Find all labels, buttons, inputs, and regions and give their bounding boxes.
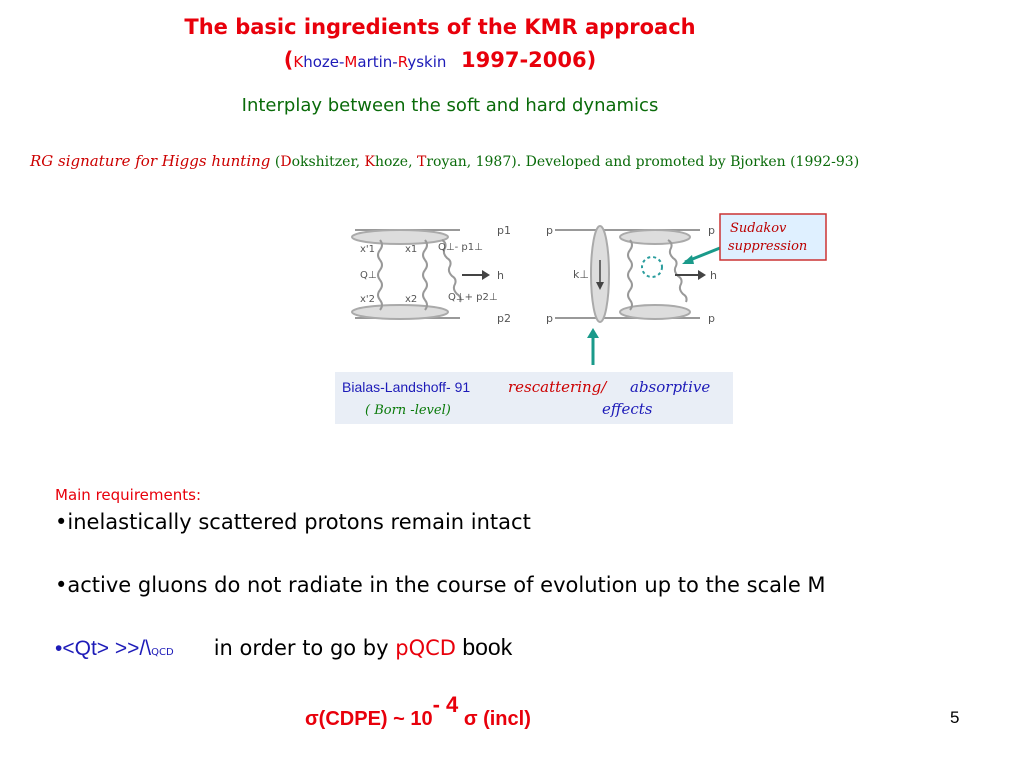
pqcd-label: pQCD <box>395 636 456 660</box>
bullet-gluons-no-radiation: •active gluons do not radiate in the course of evolution up to the scale M <box>55 573 826 597</box>
caption-rescattering: rescattering/ <box>508 378 607 396</box>
bullet-dot: • <box>55 637 63 660</box>
slide-title-authors <box>0 48 880 72</box>
label-p-bottom-left: p <box>546 312 553 325</box>
initial-k: K <box>364 154 375 170</box>
label-p1-left: p1 <box>497 224 511 237</box>
label-p2-left: p2 <box>497 312 511 325</box>
cross-section-formula <box>305 692 531 731</box>
label-x2prime: x'2 <box>360 294 376 305</box>
paren-open: ( <box>283 48 294 72</box>
page-number: 5 <box>950 708 960 727</box>
sigma-cdpe: σ(CDPE) ~ 10 <box>305 708 433 730</box>
label-p-bottom-right: p <box>708 312 715 325</box>
label-kperp: k⊥ <box>573 268 589 281</box>
caption-effects: effects <box>602 400 653 418</box>
name-dokshitzer: okshitzer, <box>291 154 365 170</box>
sudakov-line2: suppression <box>728 239 808 254</box>
main-requirements-label: Main requirements: <box>55 486 202 504</box>
qcd-subscript: QCD <box>151 647 174 658</box>
label-x2: x2 <box>405 294 418 305</box>
caption-born: ( Born -level) <box>365 403 451 418</box>
book-text: book <box>455 634 513 660</box>
sigma-incl: σ (incl) <box>458 708 531 730</box>
label-h-right: h <box>710 269 717 282</box>
paren: ( <box>270 154 281 170</box>
feynman-diagrams <box>330 200 840 430</box>
author-initial-r: R <box>397 53 408 71</box>
label-x1prime: x'1 <box>360 244 376 255</box>
slide-subtitle: Interplay between the soft and hard dynamics <box>241 95 659 116</box>
author-initial-m: M <box>344 53 358 71</box>
author-ryskin: yskin <box>407 53 447 71</box>
label-q-plus-p2: Q⊥+ p2⊥ <box>448 292 498 303</box>
name-troyan-bjorken: royan, 1987). Developed and promoted by Bjorken (1992-93) <box>426 154 860 170</box>
signature-line <box>30 152 859 170</box>
label-p-top-right: p <box>708 224 715 237</box>
caption-bialas: Bialas-Landshoff- 91 <box>342 379 471 395</box>
author-initial-k: K <box>293 53 304 71</box>
label-h-left: h <box>497 269 504 282</box>
title-years: 1997-2006) <box>461 48 597 72</box>
sigma-exponent: - 4 <box>432 692 459 717</box>
label-qperp: Q⊥ <box>360 270 377 281</box>
qt-expression: <Qt> >>/\ <box>62 637 152 660</box>
initial-t: T <box>416 154 427 170</box>
author-martin: artin- <box>357 53 398 71</box>
bullet-qt-condition <box>55 634 512 661</box>
label-p-top-left: p <box>546 224 553 237</box>
initial-d: D <box>280 154 292 170</box>
signature-text: signature for Higgs hunting <box>53 152 271 170</box>
bullet-protons-intact: •inelastically scattered protons remain intact <box>55 510 531 534</box>
slide-title: The basic ingredients of the KMR approach <box>184 15 696 39</box>
label-q-minus-p1: Q⊥- p1⊥ <box>438 242 483 253</box>
caption-absorptive: absorptive <box>630 378 711 396</box>
name-khoze: hoze, <box>374 154 417 170</box>
bullet-text: in order to go by <box>173 636 396 660</box>
author-khoze: hoze- <box>303 53 345 71</box>
rg-label: RG <box>30 152 54 170</box>
sudakov-line1: Sudakov <box>730 221 787 236</box>
label-x1: x1 <box>405 244 418 255</box>
